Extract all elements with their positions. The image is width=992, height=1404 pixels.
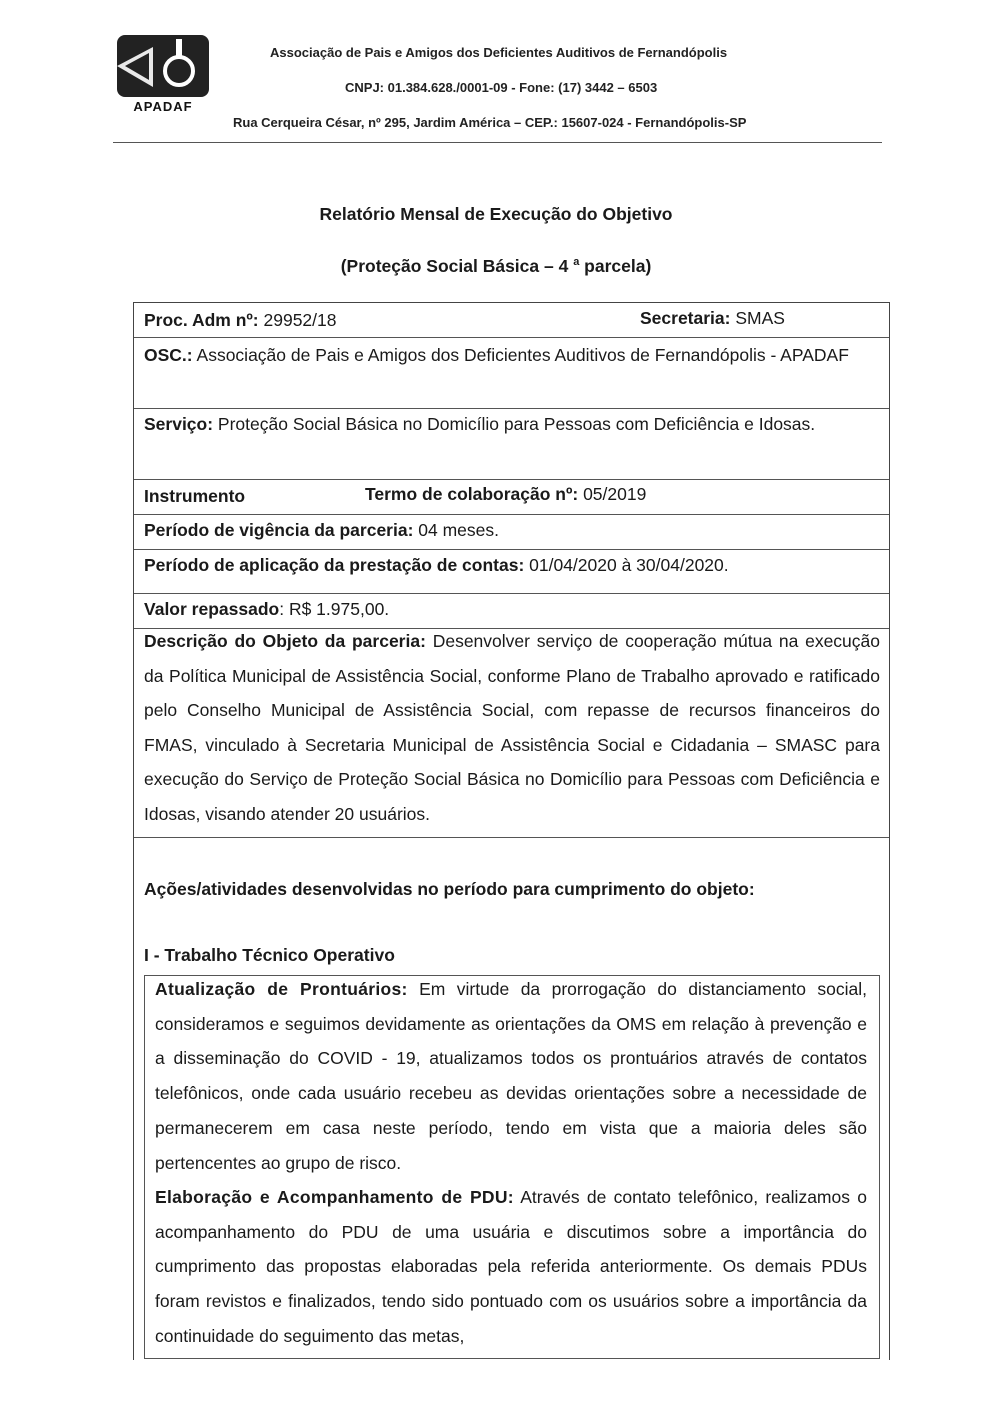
- secretaria-field: Secretaria: SMAS: [640, 308, 785, 328]
- proc-adm-field: Proc. Adm nº: 29952/18: [144, 310, 337, 330]
- org-contact: CNPJ: 01.384.628./0001-09 - Fone: (17) 3442 – 6503: [345, 80, 658, 95]
- report-subtitle: (Proteção Social Básica – 4 $^a$ parcela): [340, 256, 652, 276]
- section-title: I - Trabalho Técnico Operativo: [144, 945, 395, 965]
- servico-field: Serviço: Proteção Social Básica no Domicílio para Pessoas com Deficiência e Idosas.: [144, 414, 816, 434]
- report-title: Relatório Mensal de Execução do Objetivo: [319, 204, 673, 224]
- instrumento-label: Instrumento: [144, 486, 246, 506]
- valor-repassado-field: Valor repassado: R$ 1.975,00.: [144, 599, 390, 619]
- aplicacao-field: Período de aplicação da prestação de contas: 01/04/2020 à 30/04/2020.: [144, 555, 729, 575]
- pdu-paragraph: Elaboração e Acompanhamento de PDU: Através de contato telefônico, realizamos o acompanhamento do PDU de uma usuária e discutimos sobre a importância do cumprimento das propostas elaboradas pela referida anteriormente. Os demais PDUs foram revistos e finalizados, tendo sido pontuado com os usuários sobre a importância da continuidade do seguimento das metas,: [155, 1187, 868, 1346]
- termo-colaboracao-field: Termo de colaboração nº: 05/2019: [365, 484, 647, 504]
- actions-heading: Ações/atividades desenvolvidas no período para cumprimento do objeto:: [144, 879, 755, 899]
- prontuarios-paragraph: Atualização de Prontuários: Em virtude da prorrogação do distanciamento social, consideramos e seguimos devidamente as orientações da OMS em relação à prevenção e a disseminação do COVID - 19, atualizamos todos os prontuários através de contatos telefônicos, onde cada usuário recebeu as devidas orientações sobre a necessidade de permanecerem em casa neste período, tendo em vista que a maioria deles são pertencentes ao grupo de risco.: [155, 979, 867, 1173]
- report-form-table: [133, 302, 890, 1360]
- org-address: Rua Cerqueira César, nº 295, Jardim América – CEP.: 15607-024 - Fernandópolis-SP: [233, 115, 747, 130]
- tecnico-operativo-box: [144, 975, 880, 1359]
- descricao-objeto-field: Descrição do Objeto da parceria: Desenvolver serviço de cooperação mútua na execução da Política Municipal de Assistência Social, conforme Plano de Trabalho aprovado e ratificado pelo Conselho Municipal de Assistência Social, com repasse de recursos financeiros do FMAS, vinculado à Secretaria Municipal de Assistência Social e Cidadania – SMASC para execução do Serviço de Proteção Social Básica no Domicílio para Pessoas com Deficiência e Idosas, visando atender 20 usuários.: [144, 631, 880, 824]
- logo-wordmark: APADAF: [133, 99, 193, 114]
- header-rule: [113, 142, 882, 143]
- org-name: Associação de Pais e Amigos dos Deficientes Auditivos de Fernandópolis: [270, 45, 728, 60]
- osc-field: OSC.: Associação de Pais e Amigos dos Deficientes Auditivos de Fernandópolis - APADAF: [144, 345, 849, 365]
- vigencia-field: Período de vigência da parceria: 04 meses.: [144, 520, 500, 540]
